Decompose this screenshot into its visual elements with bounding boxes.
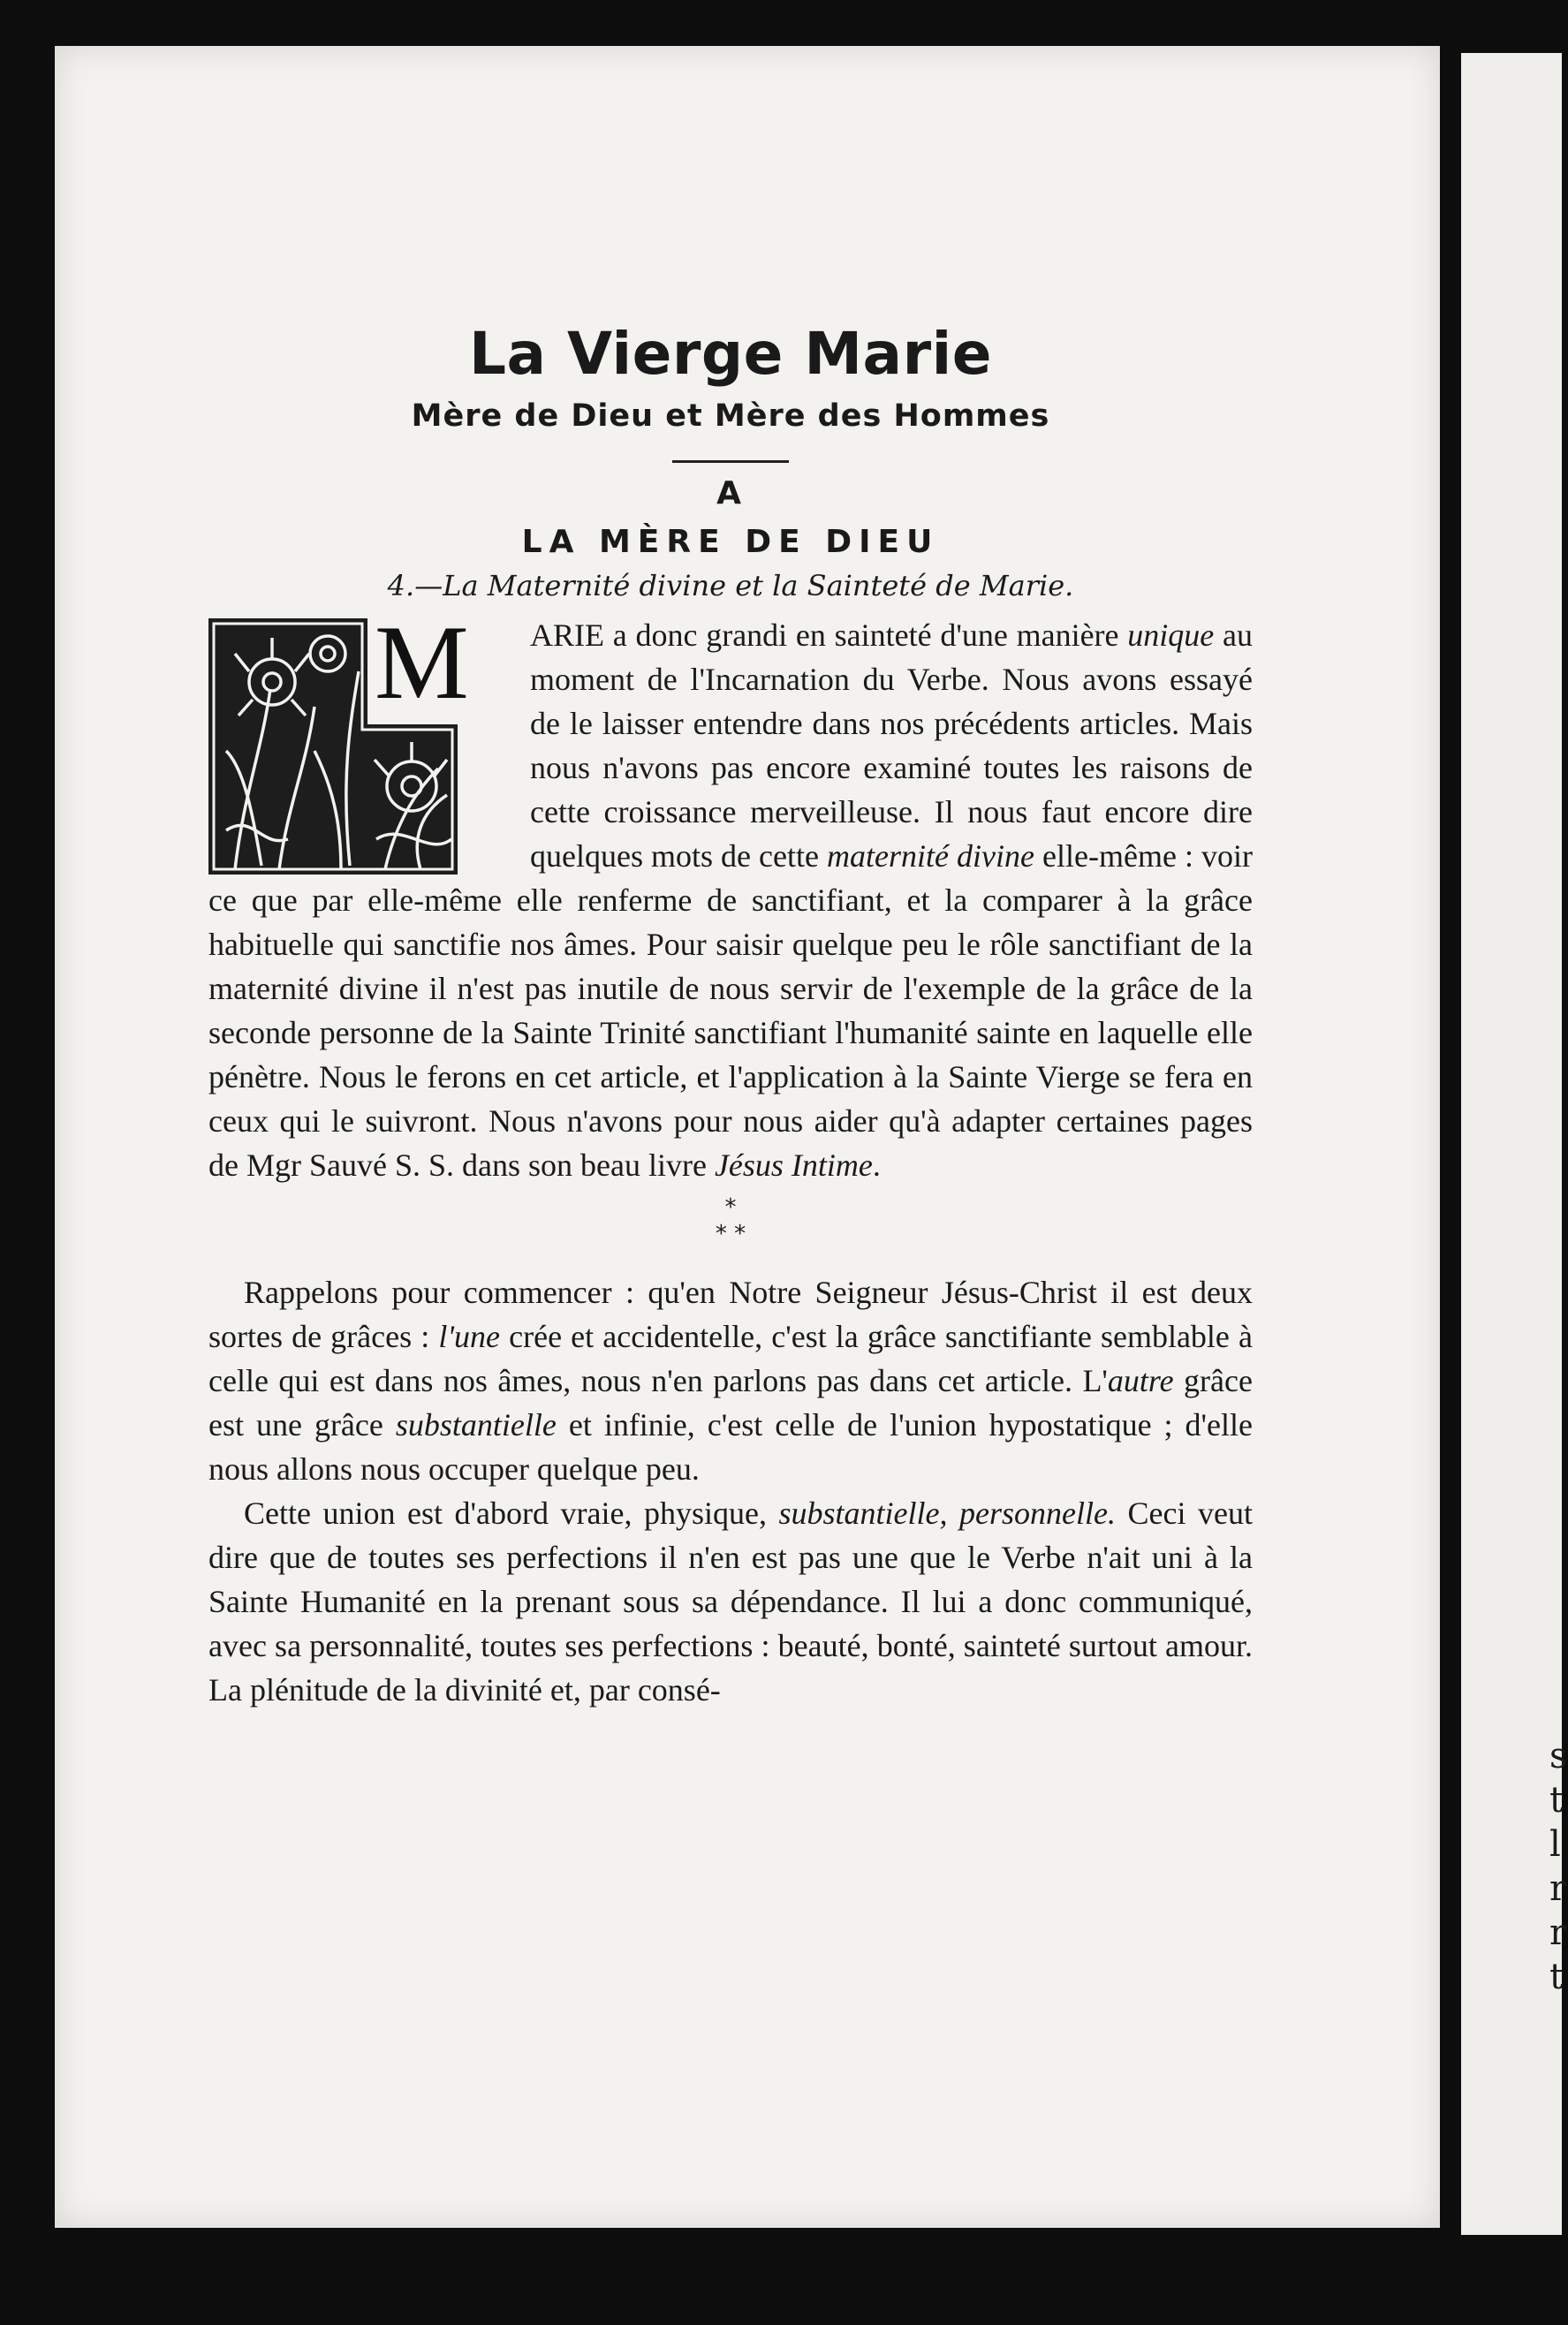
asterism-bottom: * * (715, 1221, 746, 1247)
title-divider (672, 460, 789, 463)
dropcap-ornament (208, 603, 509, 875)
paragraph-2 (208, 1270, 1253, 1491)
paragraph-text: grâce est une grâce (208, 1363, 1253, 1443)
article-body (208, 603, 1254, 1712)
paragraph-text: Ceci veut dire que de toutes ses perfections il n'en est pas une que le Verbe n'ait uni à la Sainte Humanité en la prenant sous sa dépendance. Il lui a donc communiqué, avec sa personnalité, toutes ses perfections : beauté, bonté, sainteté surtout amour. La plénitude de la divinité et, par consé- (208, 1496, 1254, 1708)
emphasis-text: maternité divine (827, 838, 1034, 874)
section-title: LA MÈRE DE DIEU (521, 524, 940, 560)
paragraph-text: Rappelons pour commencer : qu'en Notre Seigneur Jésus-Christ il est deux sortes de grâces : (208, 1275, 1253, 1354)
next-page-fragment: r (1549, 1868, 1567, 1909)
paragraph-text: au moment de l'Incarnation du Verbe. Nous avons essayé de le laisser entendre dans nos précédents articles. Mais nous n'avons pas encore examiné toutes les raisons de cette croissance merveilleuse. Il nous faut encore dire quelques mots de cette (530, 617, 1253, 874)
page-subtitle: Mère de Dieu et Mère des Hommes (411, 398, 1050, 434)
next-page-fragment: l (1549, 1824, 1561, 1865)
emphasis-text: l'une (438, 1319, 501, 1354)
book-title-emphasis: Jésus Intime (714, 1147, 873, 1183)
paragraph-text: crée et accidentelle, c'est la grâce sanctifiante semblable à celle qui est dans nos âmes, nous n'en parlons pas dans cet article. L' (208, 1319, 1253, 1398)
section-letter: A (716, 475, 745, 511)
dropcap-letter: M (375, 603, 469, 721)
next-page-fragment: r (1549, 1912, 1567, 1953)
next-page-fragment: t (1549, 1957, 1564, 1997)
paragraph-text: et infinie, c'est celle de l'union hypostatique ; d'elle nous allons nous occuper quelque peu. (208, 1407, 1253, 1487)
emphasis-text: substantielle (395, 1407, 557, 1443)
emphasis-text: substantielle, personnelle. (778, 1496, 1116, 1531)
emphasis-text: autre (1107, 1363, 1174, 1398)
article-heading: 4.—La Maternité divine et la Sainteté de Marie. (387, 569, 1074, 602)
paragraph-text: ARIE a donc grandi en sainteté d'une manière (530, 617, 1128, 653)
next-page-fragment: s (1549, 1736, 1568, 1776)
page-content (208, 265, 1253, 1712)
paragraph-3 (208, 1491, 1253, 1712)
page-title: La Vierge Marie (468, 320, 993, 388)
next-page-fragment: t (1549, 1780, 1564, 1821)
paragraph-1 (208, 603, 1253, 1187)
adjacent-page-edge (1461, 53, 1568, 2235)
asterism-separator (208, 1194, 1253, 1247)
paragraph-text: Cette union est d'abord vraie, physique, (244, 1496, 779, 1531)
asterism-top: * (724, 1194, 737, 1221)
paragraph-text: . (872, 1147, 881, 1183)
emphasis-text: unique (1127, 617, 1215, 653)
paragraph-text: elle-même : voir ce que par elle-même elle renferme de sanctifiant, et la comparer à la grâce habituelle qui sanctifie nos âmes. Pour saisir quelque peu le rôle sanctifiant de la maternité divine il n'est pas inutile de nous servir de l'exemple de la grâce de la seconde personne de la Sainte Trinité sanctifiant l'humanité sainte en laquelle elle pénètre. Nous le ferons en cet article, et l'application à la Sainte Vierge se fera en ceux qui le suivront. Nous n'avons pour nous aider qu'à adapter certaines pages de Mgr Sauvé S. S. dans son beau livre (208, 838, 1253, 1183)
